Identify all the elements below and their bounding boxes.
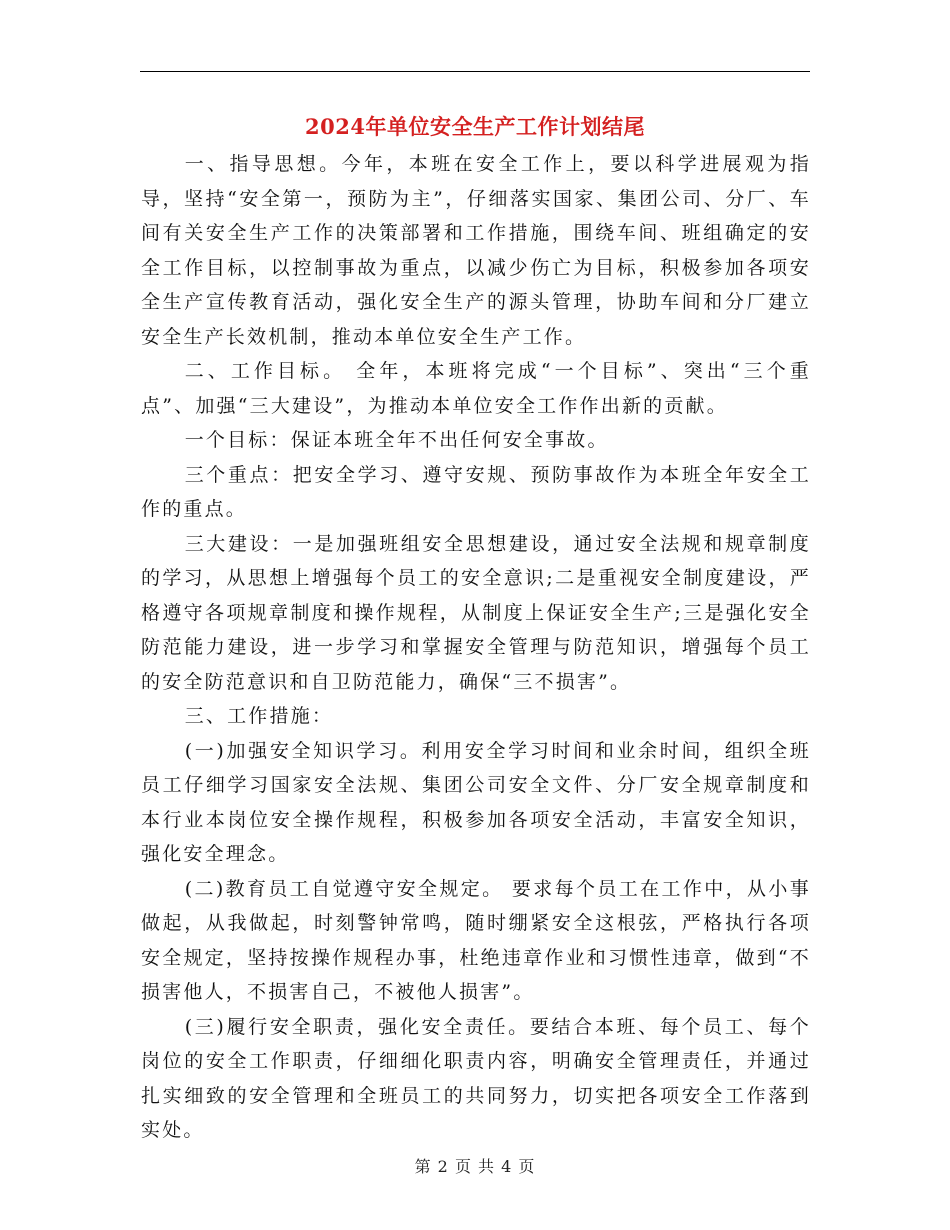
document-body [141, 147, 811, 1148]
paragraph-one-goal: 一个目标：保证本班全年不出任何安全事故。 [184, 429, 609, 451]
paragraph-three-constructions: 三大建设：一是加强班组安全思想建设，通过安全法规和规章制度的学习，从思想上增强每个员工的安全意识;二是重视安全制度建设，严格遵守各项规章制度和操作规程，从制度上保证安全生产;三是强化安全防范能力建设，进一步学习和掌握安全管理与防范知识，增强每个员工的安全防范意识和自卫防范能力，确保“三不损害”。 [141, 532, 811, 693]
paragraph-work-measures-heading: 三、工作措施： [184, 705, 334, 727]
paragraph-measure-1: (一)加强安全知识学习。利用安全学习时间和业余时间，组织全班员工仔细学习国家安全法规、集团公司安全文件、分厂安全规章制度和本行业本岗位安全操作规程，积极参加各项安全活动，丰富安全知识，强化安全理念。 [141, 739, 811, 865]
header-divider [140, 71, 810, 72]
paragraph-three-focuses: 三个重点：把安全学习、遵守安规、预防事故作为本班全年安全工作的重点。 [141, 463, 811, 520]
paragraph-measure-2: (二)教育员工自觉遵守安全规定。 要求每个员工在工作中，从小事做起，从我做起，时刻警钟常鸣，随时绷紧安全这根弦，严格执行各项安全规定，坚持按操作规程办事，杜绝违章作业和习惯性违章，做到“不损害他人，不损害自己，不被他人损害”。 [141, 877, 811, 1003]
page-number-footer: 第 2 页 共 4 页 [414, 1157, 536, 1176]
paragraph-work-goals: 二、工作目标。 全年，本班将完成“一个目标”、突出“三个重点”、加强“三大建设”，为推动本单位安全工作作出新的贡献。 [141, 360, 811, 417]
paragraph-measure-3: (三)履行安全职责，强化安全责任。要结合本班、每个员工、每个岗位的安全工作职责，仔细细化职责内容，明确安全管理责任，并通过扎实细致的安全管理和全班员工的共同努力，切实把各项安全工作落到实处。 [141, 1015, 811, 1141]
paragraph-guiding-ideology: 一、指导思想。今年，本班在安全工作上，要以科学进展观为指导，坚持“安全第一，预防为主”，仔细落实国家、集团公司、分厂、车间有关安全生产工作的决策部署和工作措施，围绕车间、班组确定的安全工作目标，以控制事故为重点，以减少伤亡为目标，积极参加各项安全生产宣传教育活动，强化安全生产的源头管理，协助车间和分厂建立安全生产长效机制，推动本单位安全生产工作。 [141, 153, 811, 348]
document-title: 2024年单位安全生产工作计划结尾 [305, 114, 645, 139]
